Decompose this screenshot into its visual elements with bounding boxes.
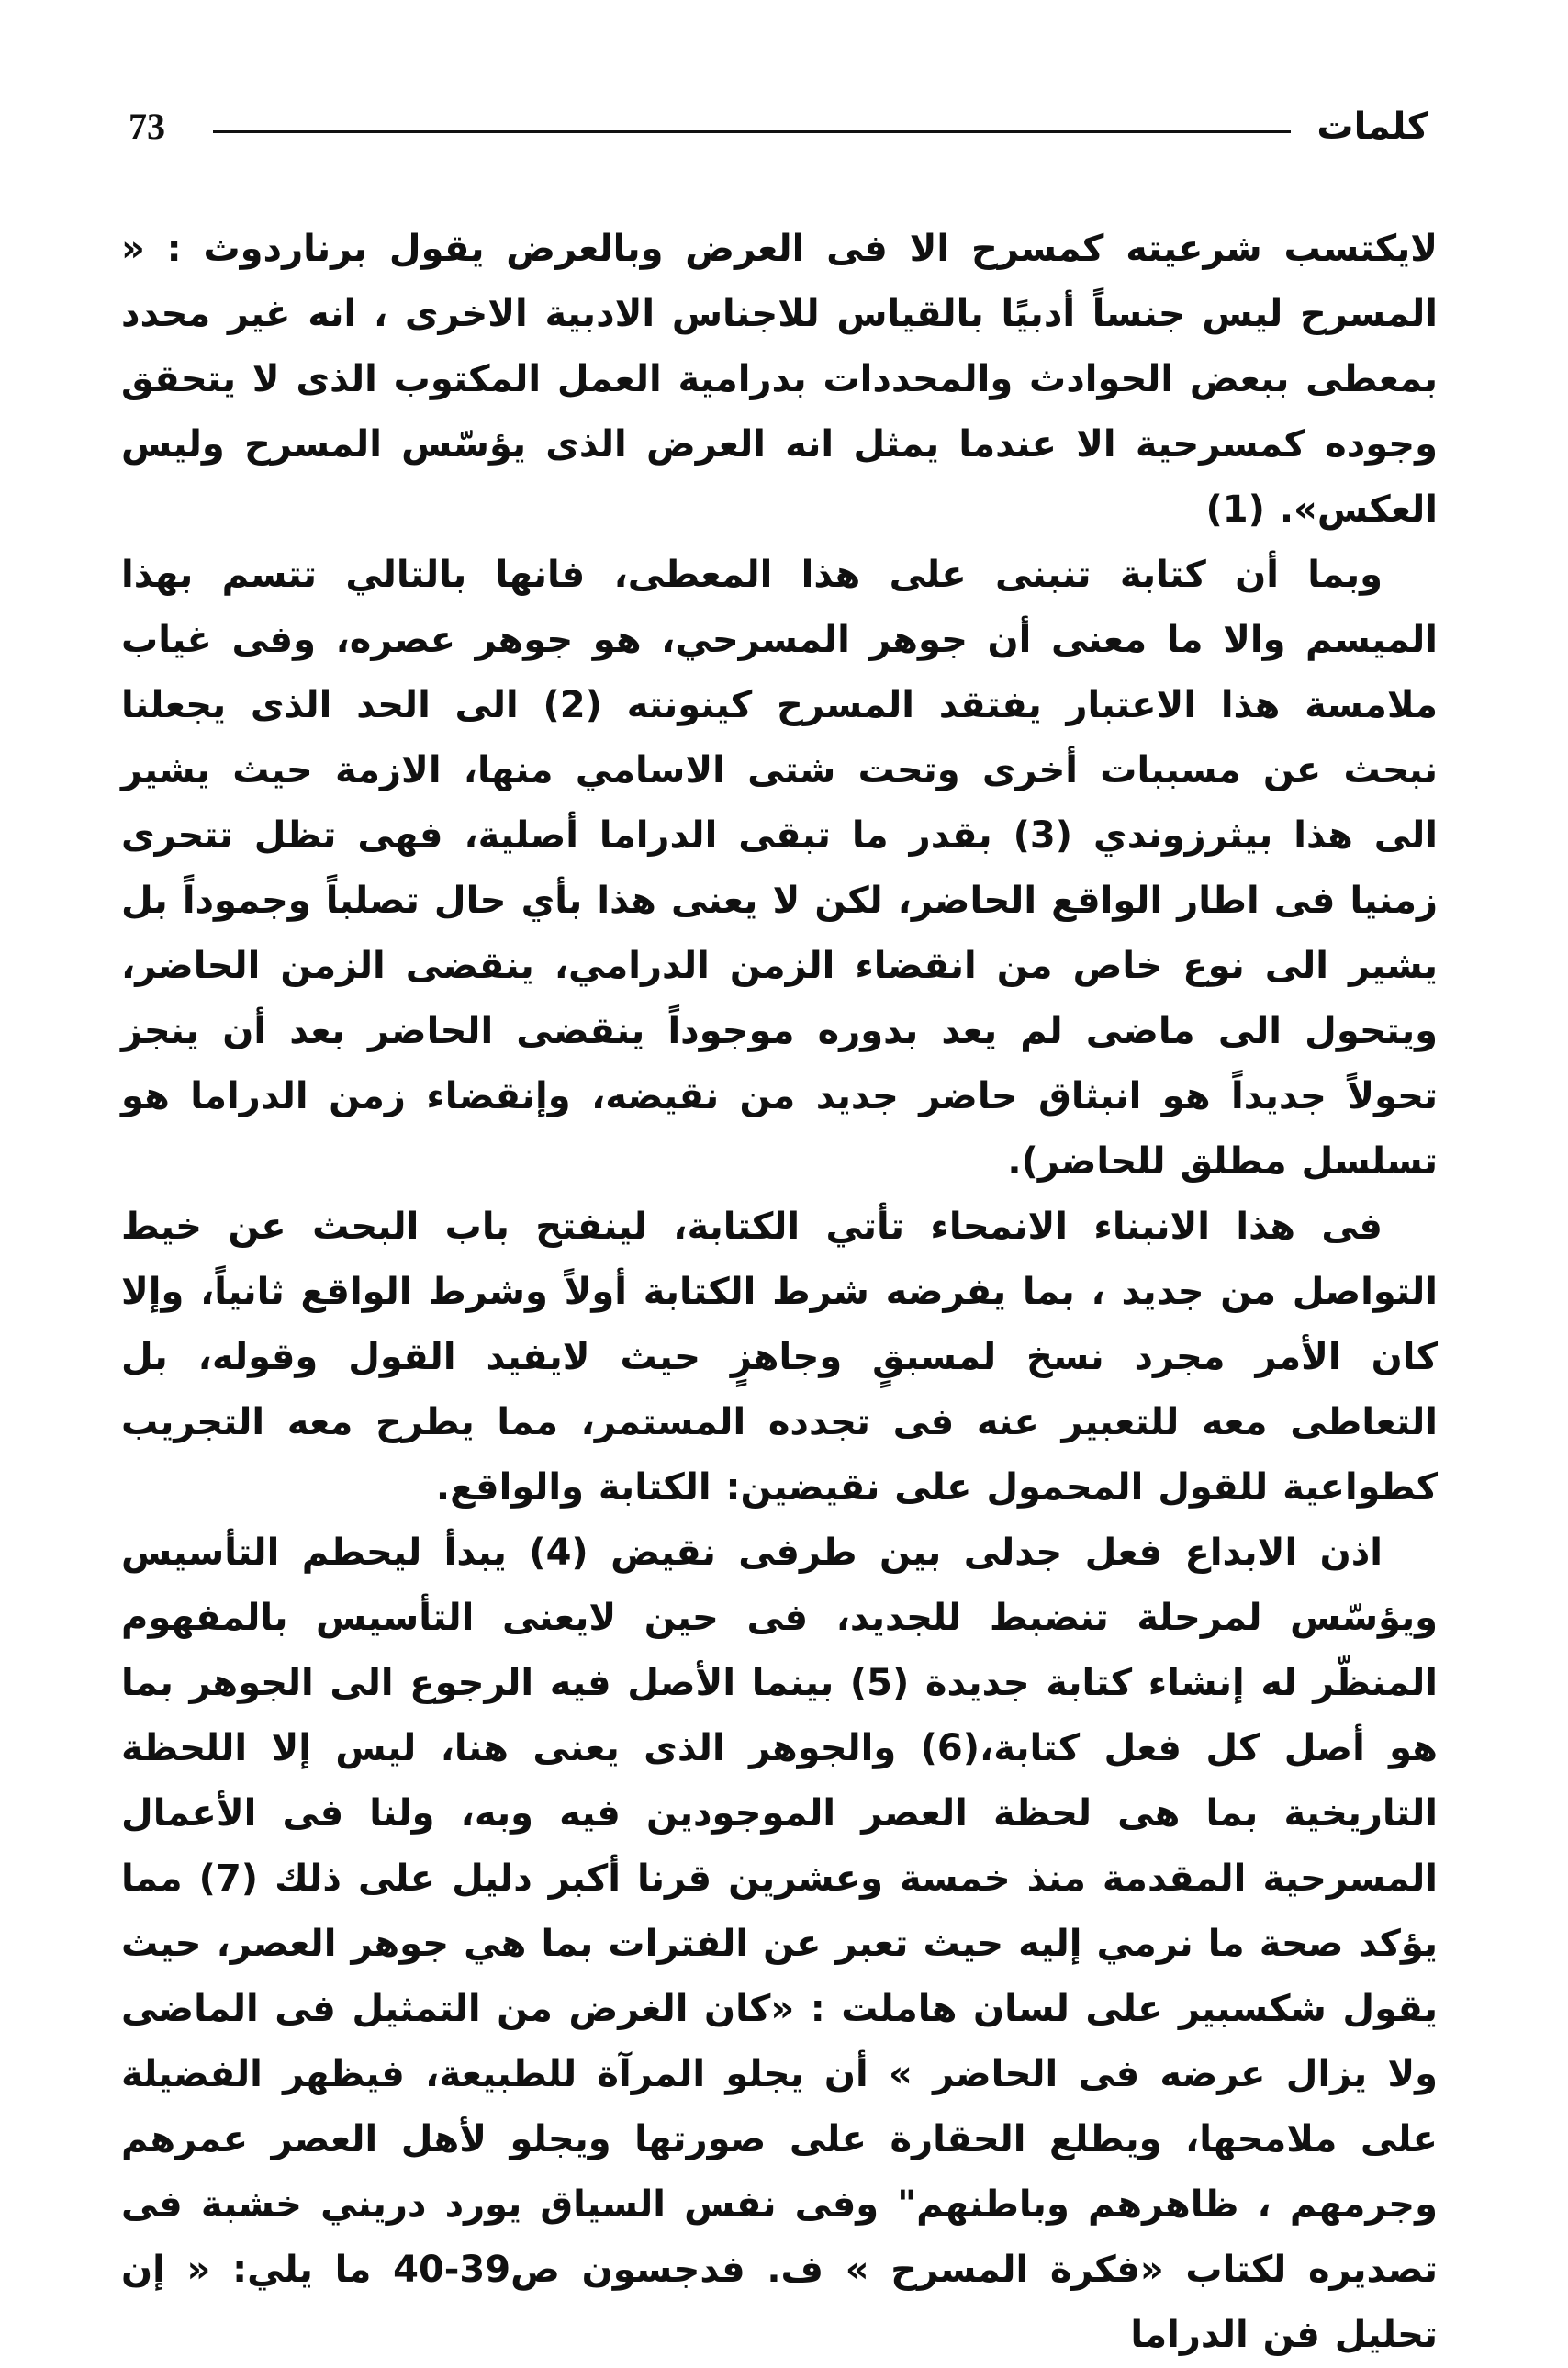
paragraph-1: لايكتسب شرعيته كمسرح الا فى العرض وبالعرض يقول برناردوث : « المسرح ليس جنساً أدبيًا بالقياس للاجناس الادبية الاخرى ، انه غير محدد بمعطى ببعض الحوادث والمحددات بدرامية العمل المكتوب الذى لا يتحقق وجوده كمسرحية الا عندما يمثل انه العرض الذى يؤسّس المسرح وليس العكس». (1): [121, 228, 1438, 531]
page-header: [129, 99, 1428, 154]
article-body: [121, 217, 1438, 2368]
paragraph-4: اذن الابداع فعل جدلى بين طرفى نقيض (4) يبدأ ليحطم التأسيس ويؤسّس لمرحلة تنضبط للجديد، فى حين لايعنى التأسيس بالمفهوم المنظّر له إنشاء كتابة جديدة (5) بينما الأصل فيه الرجوع الى الجوهر بما هو أصل كل فعل كتابة،(6) والجوهر الذى يعنى هنا، ليس إلا اللحظة التاريخية بما هى لحظة العصر الموجودين فيه وبه، ولنا فى الأعمال المسرحية المقدمة منذ خمسة وعشرين قرنا أكبر دليل على ذلك (7) مما يؤكد صحة ما نرمي إليه حيث تعبر عن الفترات بما هي جوهر العصر، حيث يقول شكسبير على لسان هاملت : «كان الغرض من التمثيل فى الماضى ولا يزال عرضه فى الحاضر » أن يجلو المرآة للطبيعة، فيظهر الفضيلة على ملامحها، ويطلع الحقارة على صورتها ويجلو لأهل العصر عمرهم وجرمهم ، ظاهرهم وباطنهم" وفى نفس السياق يورد دريني خشبة فى تصديره لكتاب «فكرة المسرح » ف. فدجسون ص39-40 ما يلي: « إن تحليل فن الدراما: [121, 1532, 1439, 2356]
header-rule: [213, 130, 1291, 133]
paragraph-3: فى هذا الانبناء الانمحاء تأتي الكتابة، لينفتح باب البحث عن خيط التواصل من جديد ، بما يفرضه شرط الكتابة أولاً وشرط الواقع ثانياً، وإلا كان الأمر مجرد نسخ لمسبقٍ وجاهزٍ حيث لايفيد القول وقوله، بل التعاطى معه للتعبير عنه فى تجدده المستمر، مما يطرح معه التجريب كطواعية للقول المحمول على نقيضين: الكتابة والواقع.: [121, 1206, 1438, 1509]
journal-title: كلمات: [1316, 106, 1428, 148]
paragraph-2: وبما أن كتابة تنبنى على هذا المعطى، فانها بالتالي تتسم بهذا الميسم والا ما معنى أن جوهر المسرحي، هو جوهر عصره، وفى غياب ملامسة هذا الاعتبار يفتقد المسرح كينونته (2) الى الحد الذى يجعلنا نبحث عن مسببات أخرى وتحت شتى الاسامي منها، الازمة حيث يشير الى هذا بيثرزوندي (3) بقدر ما تبقى الدراما أصلية، فهى تظل تتحرى زمنيا فى اطار الواقع الحاضر، لكن لا يعنى هذا بأي حال تصلباً وجموداً بل يشير الى نوع خاص من انقضاء الزمن الدرامي، ينقضى الزمن الحاضر، ويتحول الى ماضى لم يعد بدوره موجوداً ينقضى الحاضر بعد أن ينجز تحولاً جديداً هو انبثاق حاضر جديد من نقيضه، وإنقضاء زمن الدراما هو تسلسل مطلق للحاضر).: [121, 554, 1439, 1183]
page-number: 73: [129, 106, 165, 147]
